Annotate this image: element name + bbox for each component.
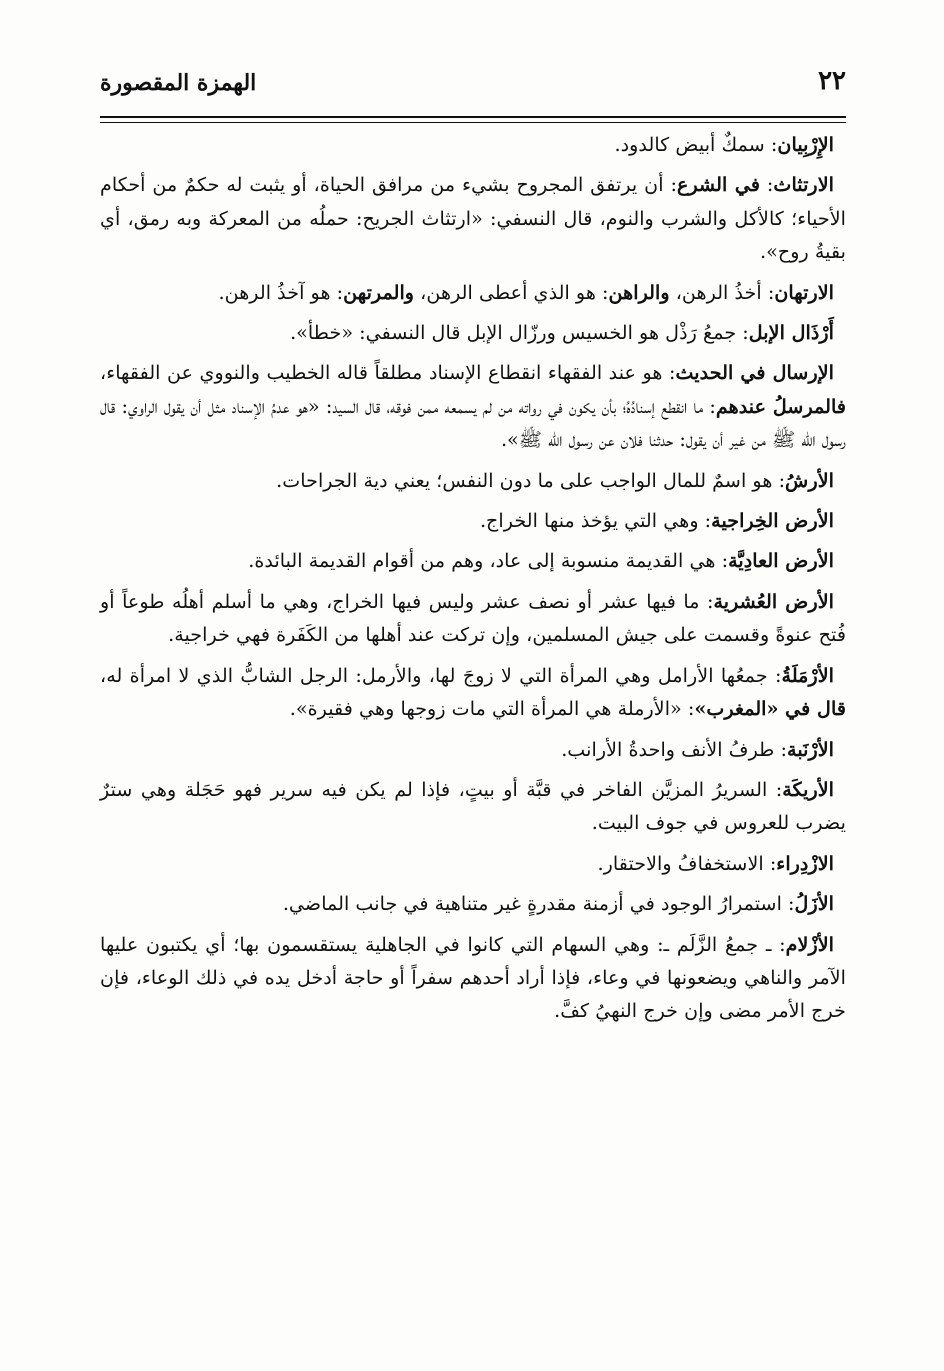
entry-term: الأزْلام (785, 932, 834, 956)
entry-term: الأريكَة (782, 777, 834, 801)
entry (100, 128, 846, 161)
entry-term: الأرْنَبة (787, 737, 834, 761)
entry-text: : ـ جمعُ الزَّلَم ـ: وهي السهام التي كانوا في الجاهلية يستقسمون بها؛ أي يكتبون عليها الآمر والناهي ويضعونها في وعاء، فإذا أراد أحدهم سفراً أو حاجة أدخل يده في ذلك الوعاء، فإن خرج الأمر مضى وإن خرج النهيُ كفَّ. (100, 932, 846, 1023)
entry (100, 276, 846, 309)
entry (100, 316, 846, 349)
entry-term: أَرْذَال الإبل (748, 321, 834, 345)
entry-text: : ما فيها عشر أو نصف عشر وليس فيها الخراج، وهي ما أسلم أهلُه طوعاً أو فُتح عنوةً وقسمت على جيش المسلمين، وإن تركت عند أهلها من الكَفَرة فهي خراجية. (100, 589, 846, 647)
entry-text: : أخذُ الرهن، (669, 280, 775, 304)
entry-text: : سمكٌ أبيض كالدود. (614, 133, 778, 156)
entry-term: الأرض العُشرية (713, 589, 834, 613)
header-rule (100, 116, 846, 123)
page-header (100, 62, 846, 106)
entry-text: : ما انقطع إسنادُهُ؛ بأن يكون في رواته من لم يسمعه ممن فوقه، قال السيد: «هو عدمُ الإسناد مثل أن يقول الراوي: قال رسول الله ﷺ من غير أن يقول: حدثنا فلان عن رسول الله ﷺ». (100, 394, 846, 452)
entry-text: : (760, 173, 774, 197)
entry-keyword: قال في «المغرب» (694, 697, 846, 721)
entry-text: : وهي التي يؤخذ منها الخراج. (479, 509, 712, 533)
entry-text: : هو الذي أعطى الرهن، (414, 280, 609, 304)
entry-term: الإِرْبِيان (777, 133, 834, 156)
entry-keyword: والمرتهن (343, 280, 415, 304)
entry-text: : هو عند الفقهاء انقطاع الإسناد مطلقاً قاله الخطيب والنووي عن الفقهاء، (100, 361, 676, 385)
entry-term: الازْدِراء (776, 851, 834, 875)
entry-term: الإرسال في الحديث (675, 361, 834, 385)
entry-term: الارتثاث (773, 173, 834, 197)
entry (100, 887, 846, 920)
entry-term: الأزَلُ (794, 892, 834, 916)
entry (100, 847, 846, 880)
entry-text: : جمعُ رَذْل هو الخسيس ورزّال الإبل قال النسفي: «خطأ». (290, 321, 749, 345)
entry-term: الأرض الخِراجية (711, 509, 834, 533)
entry-text: : طرفُ الأنف واحدةُ الأرانب. (561, 737, 788, 761)
page-number: ٢٢ (818, 66, 846, 96)
entry-term: الأرشُ (785, 468, 834, 492)
entry-text: : هي القديمة منسوبة إلى عاد، وهم من أقوام القديمة البائدة. (248, 549, 729, 573)
entry (100, 544, 846, 577)
entry (100, 585, 846, 652)
entry (100, 464, 846, 497)
entry (100, 168, 846, 268)
entry-text: : استمرارُ الوجود في أزمنة مقدرةٍ غير متناهية في جانب الماضي. (282, 892, 795, 916)
entry-text: : هو آخذُ الرهن. (218, 280, 344, 304)
entry-text: : أن يرتفق المجروح بشيء من مرافق الحياة، أو يثبت له حكمٌ من أحكام الأحياء؛ كالأكل والشرب والنوم، قال النسفي: «ارتثاث الجريح: حملُه من المعركة وبه رمق، أي بقيةُ روح». (100, 173, 846, 264)
entry-term: الأرض العادِيَّة (728, 549, 834, 573)
entry (100, 773, 846, 840)
entry-text: : «الأرملة هي المرأة التي مات زوجها وهي فقيرة». (289, 697, 695, 721)
entry-keyword: والراهن (608, 280, 670, 304)
dictionary-entries (100, 128, 846, 1035)
entry (100, 659, 846, 726)
entry-text: : هو اسمٌ للمال الواجب على ما دون النفس؛ يعني دية الجراحات. (276, 468, 786, 492)
entry (100, 356, 846, 456)
entry-text: : جمعُها الأرامل وهي المرأة التي لا زوجَ لها، والأرمل: الرجل الشابُّ الذي لا امرأة له، (100, 663, 782, 687)
running-title: الهمزة المقصورة (100, 70, 257, 96)
entry (100, 504, 846, 537)
entry (100, 733, 846, 766)
entry-term: الارتهان (774, 280, 834, 304)
entry-text: : السريرُ المزيَّن الفاخر في قبَّة أو بيتٍ، فإذا لم يكن فيه سرير فهو حَجَلة وهي سترٌ يضرب للعروس في جوف البيت. (100, 777, 846, 835)
entry-text: : الاستخفافُ والاحتقار. (597, 851, 777, 875)
entry (100, 928, 846, 1028)
entry-keyword: في الشرع (677, 173, 760, 197)
entry-term: الأرْمَلَةُ (781, 663, 834, 687)
entry-keyword: فالمرسلُ عندهم (715, 394, 846, 418)
